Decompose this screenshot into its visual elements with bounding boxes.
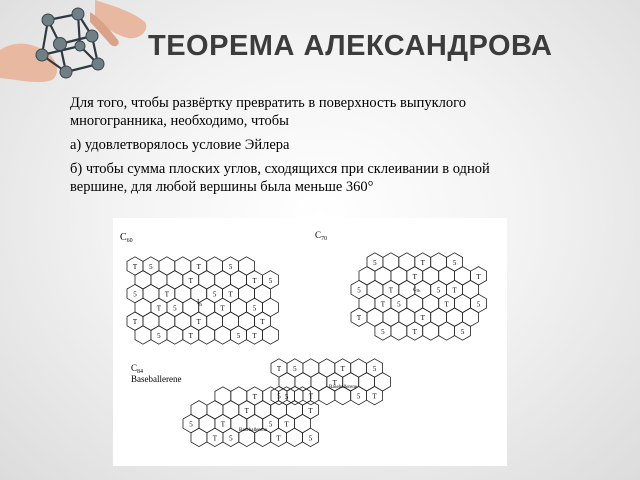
triangle-vertex-label: T — [156, 304, 162, 313]
hexagon-cell — [191, 428, 207, 446]
pentagon-label: 5 — [381, 328, 385, 336]
triangle-vertex-label: T — [452, 286, 457, 295]
pentagon-label: 5 — [173, 304, 177, 313]
triangle-vertex-label: T — [284, 420, 289, 429]
triangle-vertex-label: T — [132, 318, 138, 327]
c60-label: $C_{60}$ — [120, 232, 133, 244]
triangle-vertex-label: T — [340, 365, 345, 373]
molecule-model-logo-icon — [0, 0, 150, 100]
hexagon-cell — [215, 326, 231, 344]
pentagon-label: 5 — [372, 365, 377, 373]
hexagon-cell — [375, 373, 391, 391]
triangle-vertex-label: T — [420, 314, 425, 323]
pentagon-label: 5 — [356, 392, 361, 401]
hexagon-cell — [199, 326, 215, 344]
triangle-vertex-label: T — [444, 300, 449, 309]
baseballerene-inner-label-2: Baseballerene — [239, 428, 268, 433]
pentagon-label: 5 — [157, 332, 161, 340]
triangle-vertex-label: T — [260, 318, 265, 327]
pentagon-label: 5 — [277, 392, 281, 401]
pentagon-label: 5 — [436, 286, 441, 295]
triangle-vertex-label: T — [332, 378, 337, 387]
pentagon-label: 5 — [228, 263, 233, 271]
triangle-vertex-label: T — [244, 406, 249, 415]
triangle-vertex-label: T — [164, 290, 170, 299]
hexagon-cell — [167, 326, 183, 344]
triangle-vertex-label: T — [356, 314, 362, 323]
triangle-vertex-label: T — [276, 434, 281, 443]
hexagon-cell — [423, 322, 439, 340]
pentagon-label: 5 — [212, 290, 217, 299]
pentagon-label: 5 — [476, 300, 481, 309]
baseballerene-inner-label-1: Baseballerene — [329, 385, 358, 390]
triangle-vertex-label: T — [228, 290, 233, 299]
lattice-labels — [133, 259, 482, 442]
triangle-vertex-label: T — [252, 276, 257, 285]
triangle-vertex-label: T — [308, 406, 313, 415]
fullerene-nets-figure — [113, 218, 507, 466]
pentagon-label: 5 — [373, 259, 377, 267]
pentagon-label: 5 — [189, 420, 193, 429]
triangle-vertex-label: T — [188, 276, 193, 285]
c84-label: $C_{84}$ — [131, 363, 144, 375]
triangle-vertex-label: T — [220, 420, 226, 429]
triangle-vertex-label: T — [388, 286, 394, 295]
pentagon-label: 5 — [268, 420, 273, 429]
pentagon-label: 5 — [397, 300, 401, 309]
triangle-vertex-label: T — [372, 392, 377, 401]
pentagon-label: 5 — [149, 263, 153, 271]
hexagon-cell — [439, 322, 455, 340]
hexagon-lattice — [127, 253, 487, 447]
d5h-label: $C_{5h}$ — [413, 288, 421, 293]
ih-label: $I_h$ — [197, 298, 202, 308]
triangle-vertex-label: T — [420, 259, 425, 267]
pentagon-label: 5 — [357, 286, 361, 295]
hexagon-cell — [391, 322, 407, 340]
hexagon-cell — [263, 326, 279, 344]
baseballerene-label: Baseballerene — [131, 374, 182, 384]
hexagon-cell — [287, 428, 303, 446]
triangle-vertex-label: T — [412, 272, 417, 281]
triangle-vertex-label: T — [212, 434, 218, 443]
pentagon-label: 5 — [284, 393, 289, 401]
triangle-vertex-label: T — [476, 272, 481, 281]
pentagon-label: 5 — [229, 434, 233, 443]
triangle-vertex-label: T — [196, 318, 201, 327]
intro-paragraph: Для того, чтобы развёртку превратить в поверхность выпуклого многогранника, необходимо, чтобы — [70, 95, 466, 129]
hexagon-cell — [367, 308, 383, 326]
triangle-vertex-label: T — [276, 365, 282, 373]
triangle-vertex-label: T — [188, 332, 193, 340]
pentagon-label: 5 — [293, 365, 297, 373]
triangle-vertex-label: T — [220, 304, 225, 313]
condition-a-paragraph: а) удовлетворялось условие Эйлера — [70, 137, 290, 153]
pentagon-label: 5 — [308, 434, 313, 443]
hexagon-cell — [135, 326, 151, 344]
triangle-vertex-label: T — [380, 300, 386, 309]
triangle-vertex-label: T — [252, 332, 257, 340]
slide-body — [70, 94, 550, 202]
triangle-vertex-label: T — [252, 393, 257, 401]
triangle-vertex-label: T — [308, 392, 314, 401]
pentagon-label: 5 — [460, 328, 465, 336]
pentagon-label: 5 — [133, 290, 137, 299]
triangle-vertex-label: T — [412, 328, 417, 336]
pentagon-label: 5 — [252, 304, 257, 313]
pentagon-label: 5 — [236, 332, 241, 340]
pentagon-label: 5 — [452, 259, 457, 267]
c70-label: $C_{70}$ — [315, 230, 328, 242]
triangle-vertex-label: T — [132, 263, 138, 271]
condition-b-paragraph: б) чтобы сумма плоских углов, сходящихся при склеивании в одной вершине, для любой вершины была меньше 360° — [70, 161, 490, 195]
triangle-vertex-label: T — [196, 263, 201, 271]
slide-title: ТЕОРЕМА АЛЕКСАНДРОВА — [148, 30, 553, 62]
pentagon-label: 5 — [268, 276, 273, 285]
